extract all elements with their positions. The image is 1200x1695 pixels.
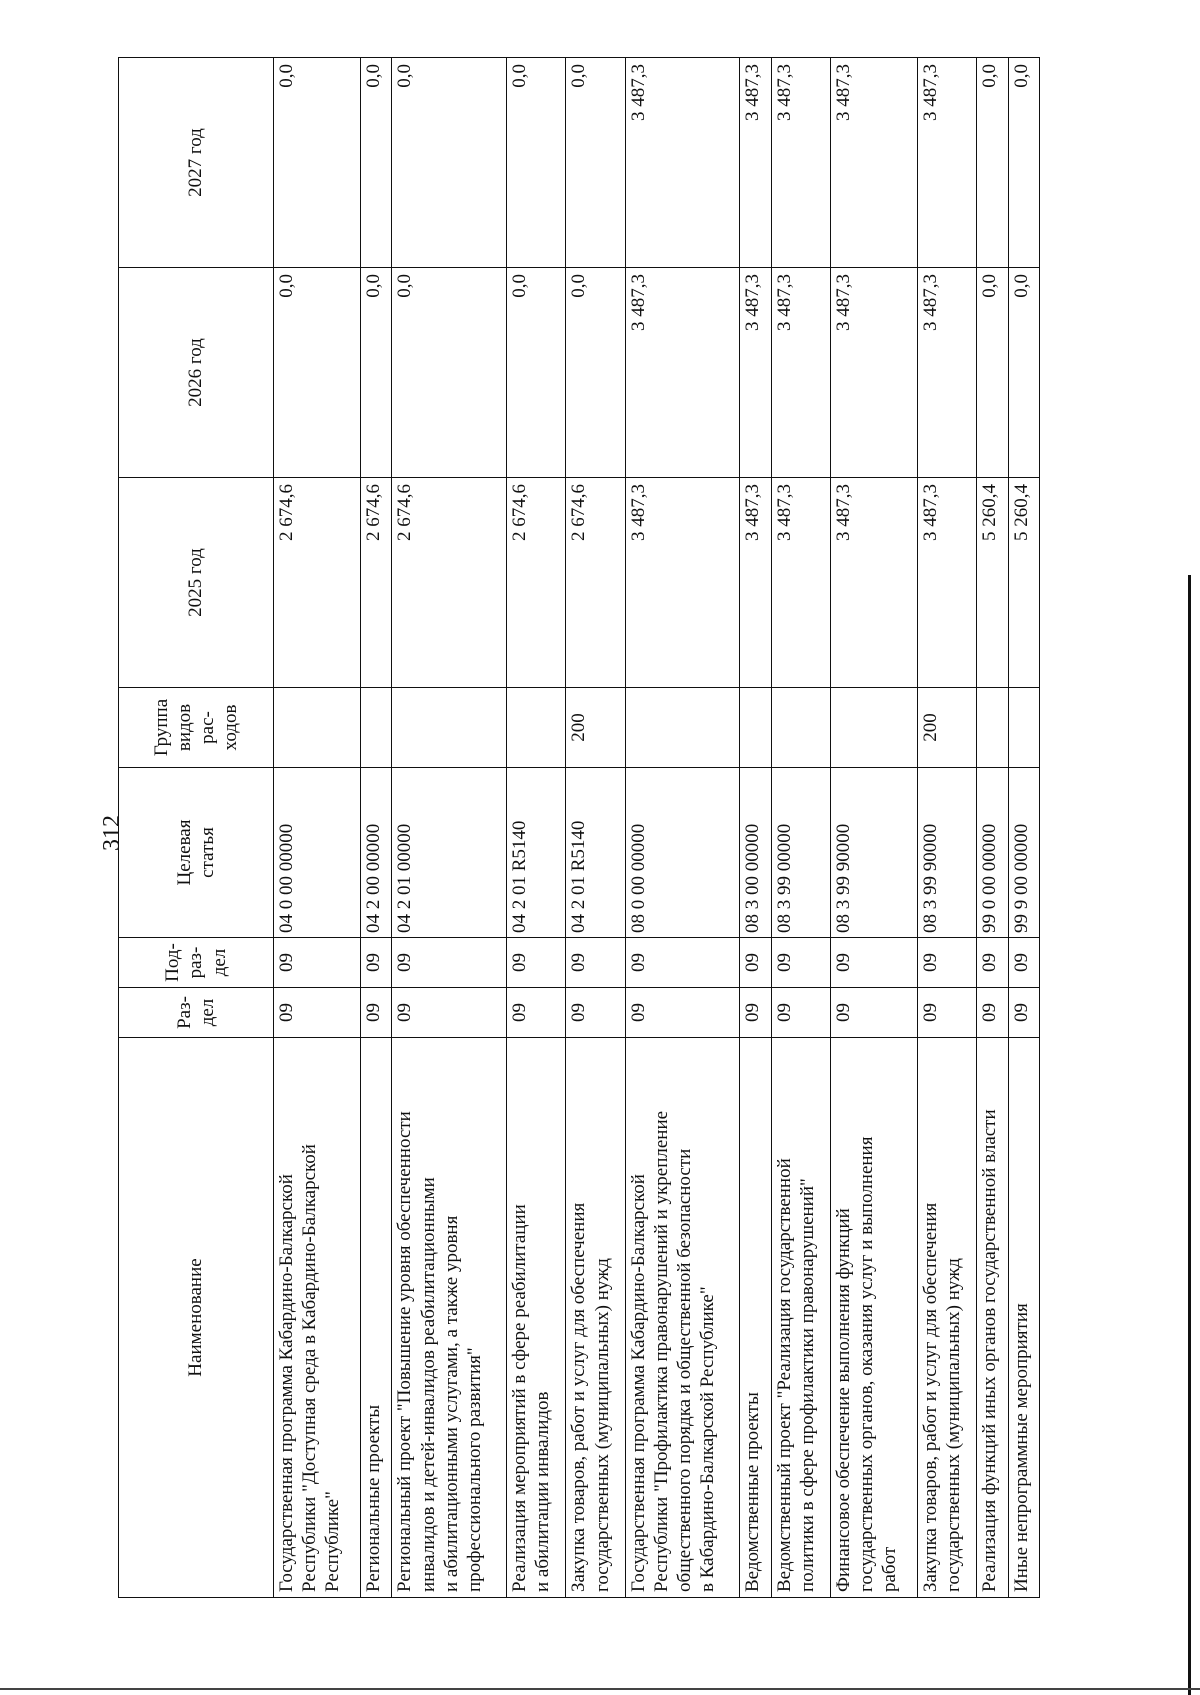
rotated-table-container: [118, 58, 1040, 1598]
header-subsection: [119, 938, 274, 988]
header-target: [119, 768, 274, 938]
row-amount-2025: 3 487,3: [625, 478, 740, 688]
row-amount-2025: 3 487,3: [740, 478, 771, 688]
table-row: [566, 58, 625, 1598]
table-row: [771, 58, 830, 1598]
row-subsection: 09: [361, 938, 392, 988]
row-expense-group: [977, 688, 1008, 768]
row-name-line: Государственная программа Кабардино-Балкарской: [627, 1174, 649, 1592]
row-name: [1008, 1038, 1039, 1598]
header-section-line: Раз-: [173, 996, 195, 1029]
table-row: [740, 58, 771, 1598]
row-amount-2027: 0,0: [566, 58, 625, 268]
row-name: [274, 1038, 361, 1598]
row-amount-2027: 0,0: [361, 58, 392, 268]
header-group: [119, 688, 274, 768]
row-expense-group: 200: [917, 688, 976, 768]
row-amount-2027: 0,0: [507, 58, 566, 268]
page-number: 312: [99, 815, 125, 851]
table-row: [977, 58, 1008, 1598]
row-expense-group: [274, 688, 361, 768]
header-group-line: видов: [173, 703, 195, 752]
row-name-line: Закупка товаров, работ и услуг для обеспечения: [919, 1202, 941, 1592]
row-target-article: 04 2 01 R5140: [566, 768, 625, 938]
row-name-line: Республике": [322, 1491, 344, 1592]
header-subsection-line: раз-: [185, 946, 207, 979]
table-row: [625, 58, 740, 1598]
table-row: [830, 58, 917, 1598]
row-subsection: 09: [566, 938, 625, 988]
row-name-line: Закупка товаров, работ и услуг для обеспечения: [568, 1202, 590, 1592]
row-target-article: 04 2 00 00000: [361, 768, 392, 938]
table-row: [507, 58, 566, 1598]
row-amount-2025: 2 674,6: [274, 478, 361, 688]
row-amount-2025: 5 260,4: [977, 478, 1008, 688]
row-section: 09: [830, 988, 917, 1038]
row-amount-2025: 2 674,6: [361, 478, 392, 688]
row-amount-2027: 0,0: [274, 58, 361, 268]
row-amount-2026: 0,0: [507, 268, 566, 478]
row-subsection: 09: [1008, 938, 1039, 988]
budget-table: [118, 57, 1040, 1598]
row-expense-group: [507, 688, 566, 768]
row-amount-2026: 3 487,3: [771, 268, 830, 478]
row-amount-2027: 0,0: [977, 58, 1008, 268]
row-section: 09: [507, 988, 566, 1038]
table-row: [392, 58, 507, 1598]
row-name: [740, 1038, 771, 1598]
row-target-article: 04 0 00 00000: [274, 768, 361, 938]
row-target-article: 08 0 00 00000: [625, 768, 740, 938]
row-amount-2026: 3 487,3: [830, 268, 917, 478]
row-amount-2026: 3 487,3: [740, 268, 771, 478]
row-target-article: 08 3 99 00000: [771, 768, 830, 938]
header-2026: 2026 год: [119, 268, 274, 478]
row-amount-2025: 5 260,4: [1008, 478, 1039, 688]
row-section: 09: [566, 988, 625, 1038]
row-amount-2026: 3 487,3: [625, 268, 740, 478]
row-name: [566, 1038, 625, 1598]
table-row: [1008, 58, 1039, 1598]
row-name-line: государственных (муниципальных) нужд: [591, 1258, 613, 1592]
row-section: 09: [625, 988, 740, 1038]
row-expense-group: [740, 688, 771, 768]
row-amount-2027: 3 487,3: [771, 58, 830, 268]
row-name-line: Государственная программа Кабардино-Балкарской: [276, 1174, 297, 1592]
row-name-line: Республики "Профилактика правонарушений и укрепление: [650, 1110, 672, 1592]
row-amount-2027: 3 487,3: [740, 58, 771, 268]
row-expense-group: [392, 688, 507, 768]
row-amount-2026: 0,0: [977, 268, 1008, 478]
row-target-article: 99 0 00 00000: [977, 768, 1008, 938]
row-section: 09: [1008, 988, 1039, 1038]
row-target-article: 04 2 01 R5140: [507, 768, 566, 938]
row-name-line: государственных органов, оказания услуг и выполнения: [856, 1136, 878, 1592]
row-name-line: и абилитационными услугами, а также уровня: [440, 1215, 462, 1592]
row-name-line: Ведомственный проект "Реализация государственной: [773, 1158, 795, 1592]
table-body: [274, 58, 1040, 1598]
row-amount-2027: 3 487,3: [830, 58, 917, 268]
row-name-line: работ: [879, 1546, 901, 1592]
row-amount-2027: 3 487,3: [917, 58, 976, 268]
row-name-line: профессионального развития": [463, 1347, 485, 1592]
row-subsection: 09: [771, 938, 830, 988]
row-section: 09: [361, 988, 392, 1038]
row-section: 09: [740, 988, 771, 1038]
row-name: [625, 1038, 740, 1598]
row-subsection: 09: [917, 938, 976, 988]
row-name-line: Иные непрограммные мероприятия: [1010, 1303, 1032, 1592]
row-target-article: 08 3 99 90000: [830, 768, 917, 938]
row-expense-group: [771, 688, 830, 768]
row-expense-group: [830, 688, 917, 768]
row-amount-2027: 0,0: [392, 58, 507, 268]
row-amount-2026: 0,0: [274, 268, 361, 478]
row-amount-2026: 0,0: [392, 268, 507, 478]
row-name: [361, 1038, 392, 1598]
row-amount-2026: 0,0: [361, 268, 392, 478]
row-section: 09: [274, 988, 361, 1038]
row-subsection: 09: [625, 938, 740, 988]
row-amount-2025: 2 674,6: [507, 478, 566, 688]
header-name: Наименование: [119, 1038, 274, 1598]
row-target-article: 08 3 99 90000: [917, 768, 976, 938]
row-name-line: Региональные проекты: [363, 1404, 384, 1592]
row-name: [507, 1038, 566, 1598]
header-target-line: Целевая: [173, 819, 195, 886]
table-header: [119, 58, 274, 1598]
row-amount-2026: 3 487,3: [917, 268, 976, 478]
row-expense-group: [361, 688, 392, 768]
row-subsection: 09: [392, 938, 507, 988]
row-name-line: государственных (муниципальных) нужд: [943, 1258, 965, 1592]
row-amount-2027: 3 487,3: [625, 58, 740, 268]
header-2027: 2027 год: [119, 58, 274, 268]
row-subsection: 09: [977, 938, 1008, 988]
table-row: [274, 58, 361, 1598]
row-section: 09: [392, 988, 507, 1038]
scan-edge-bottom: [0, 1688, 1200, 1690]
header-subsection-line: Под-: [162, 943, 184, 982]
row-amount-2027: 0,0: [1008, 58, 1039, 268]
row-name-line: Ведомственные проекты: [742, 1392, 764, 1592]
row-name-line: инвалидов и детей-инвалидов реабилитационными: [417, 1177, 439, 1592]
row-name-line: Республики "Доступная среда в Кабардино-Балкарской: [299, 1144, 321, 1592]
row-expense-group: [1008, 688, 1039, 768]
row-amount-2025: 3 487,3: [771, 478, 830, 688]
header-2025: 2025 год: [119, 478, 274, 688]
row-amount-2026: 0,0: [566, 268, 625, 478]
row-subsection: 09: [274, 938, 361, 988]
row-amount-2026: 0,0: [1008, 268, 1039, 478]
header-group-line: рас-: [197, 711, 218, 744]
row-amount-2025: 3 487,3: [830, 478, 917, 688]
header-subsection-line: дел: [208, 948, 230, 977]
row-target-article: 04 2 01 00000: [392, 768, 507, 938]
row-name: [977, 1038, 1008, 1598]
header-group-line: Группа: [150, 698, 172, 757]
table-row: [917, 58, 976, 1598]
row-name-line: Реализация функций иных органов государственной власти: [979, 1109, 1001, 1592]
header-section-line: дел: [197, 998, 218, 1027]
header-target-line: статья: [197, 827, 218, 878]
row-expense-group: [625, 688, 740, 768]
row-amount-2025: 2 674,6: [392, 478, 507, 688]
row-target-article: 99 9 00 00000: [1008, 768, 1039, 938]
row-target-article: 08 3 00 00000: [740, 768, 771, 938]
row-name-line: политики в сфере профилактики правонарушений": [796, 1178, 818, 1592]
row-name-line: общественного порядка и общественной безопасности: [673, 1148, 695, 1592]
row-subsection: 09: [740, 938, 771, 988]
row-amount-2025: 2 674,6: [566, 478, 625, 688]
row-name: [392, 1038, 507, 1598]
row-amount-2025: 3 487,3: [917, 478, 976, 688]
scan-edge-right: [1188, 575, 1191, 1695]
row-name-line: Финансовое обеспечение выполнения функций: [832, 1208, 854, 1592]
row-section: 09: [771, 988, 830, 1038]
row-section: 09: [977, 988, 1008, 1038]
header-row: [119, 58, 274, 1598]
header-section: [119, 988, 274, 1038]
row-subsection: 09: [830, 938, 917, 988]
row-name: [917, 1038, 976, 1598]
header-group-line: ходов: [220, 704, 242, 751]
row-name: [830, 1038, 917, 1598]
row-name: [771, 1038, 830, 1598]
row-name-line: в Кабардино-Балкарской Республике": [697, 1286, 719, 1592]
row-name-line: и абилитации инвалидов: [532, 1391, 554, 1592]
row-section: 09: [917, 988, 976, 1038]
row-subsection: 09: [507, 938, 566, 988]
row-expense-group: 200: [566, 688, 625, 768]
row-name-line: Региональный проект "Повышение уровня обеспеченности: [394, 1111, 416, 1592]
row-name-line: Реализация мероприятий в сфере реабилитации: [509, 1204, 531, 1592]
table-row: [361, 58, 392, 1598]
